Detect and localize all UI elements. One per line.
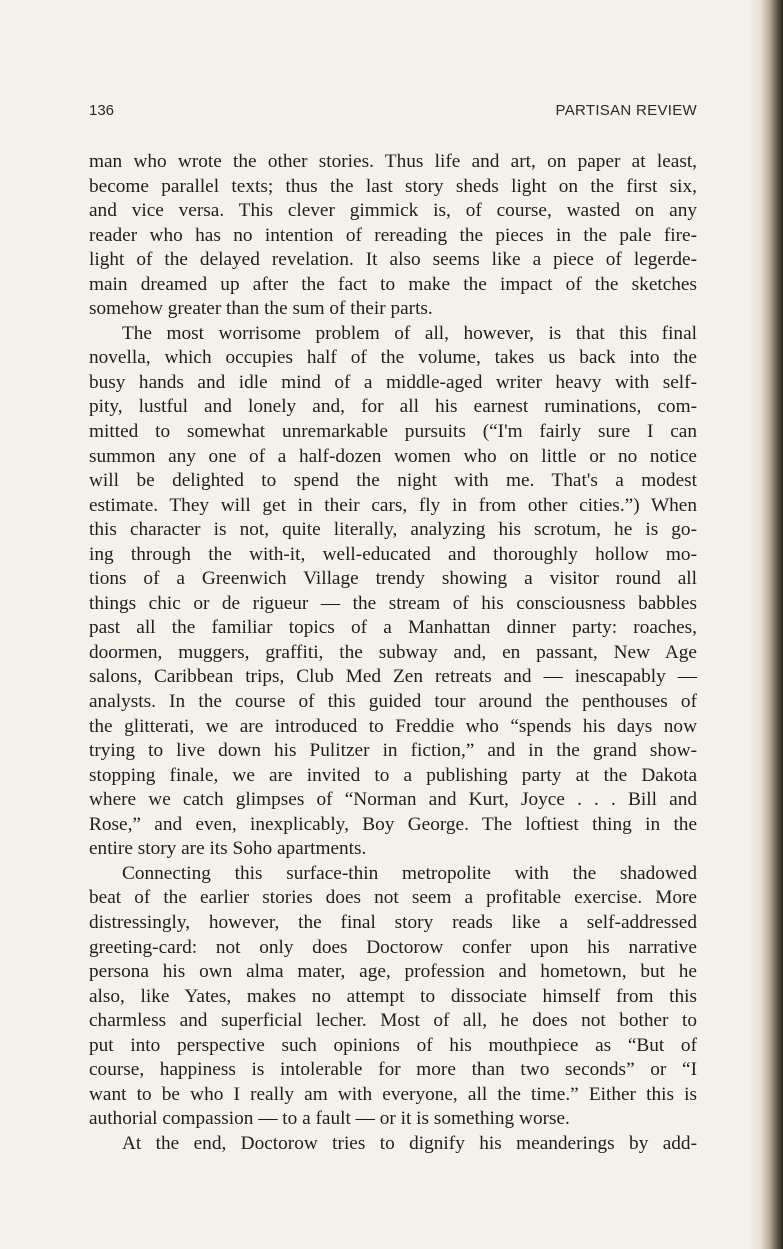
text-line: trying to live down his Pulitzer in fiction,” and in the grand show- [89,740,697,762]
text-line: become parallel texts; thus the last story sheds light on the first six, [89,175,697,197]
text-line: where we catch glimpses of “Norman and Kurt, Joyce . . . Bill and [89,789,697,811]
text-line: mitted to somewhat unremarkable pursuits (“I'm fairly sure I can [89,421,697,443]
text-line: entire story are its Soho apartments. [89,838,367,860]
text-line: novella, which occupies half of the volume, takes us back into the [89,347,697,369]
book-binding-edge [749,0,783,1249]
text-line: want to be who I really am with everyone, all the time.” Either this is [89,1083,697,1105]
text-line: reader who has no intention of rereading the pieces in the pale fire- [89,224,697,246]
text-line: and vice versa. This clever gimmick is, of course, wasted on any [89,200,697,222]
text-line: the glitterati, we are introduced to Freddie who “spends his days now [89,715,697,737]
text-line: this character is not, quite literally, analyzing his scrotum, he is go- [89,519,697,541]
text-line: somehow greater than the sum of their parts. [89,298,433,320]
text-line: man who wrote the other stories. Thus life and art, on paper at least, [89,151,697,172]
text-line: put into perspective such opinions of his mouthpiece as “But of [89,1034,697,1056]
text-line: doormen, muggers, graffiti, the subway and, en passant, New Age [89,641,697,663]
text-line: stopping finale, we are invited to a publishing party at the Dakota [89,764,697,786]
text-line: salons, Caribbean trips, Club Med Zen retreats and — inescapably — [89,666,697,688]
paragraph [89,322,697,862]
text-line: ing through the with-it, well-educated and thoroughly hollow mo- [89,543,697,565]
paragraph [89,150,697,322]
text-line: beat of the earlier stories does not seem a profitable exercise. More [89,887,697,909]
text-line: past all the familiar topics of a Manhattan dinner party: roaches, [89,617,697,639]
running-title: PARTISAN REVIEW [555,102,697,119]
text-line: distressingly, however, the final story reads like a self-addressed [89,911,697,933]
page-header [89,102,697,122]
text-line: tions of a Greenwich Village trendy showing a visitor round all [89,568,697,590]
text-line: main dreamed up after the fact to make the impact of the sketches [89,273,697,295]
paragraph [89,862,697,1132]
text-line: At the end, Doctorow tries to dignify his meanderings by add- [122,1132,697,1154]
text-line: analysts. In the course of this guided tour around the penthouses of [89,691,697,713]
text-line: authorial compassion — to a fault — or it is something worse. [89,1108,570,1130]
text-line: charmless and superficial lecher. Most of all, he does not bother to [89,1010,697,1032]
text-line: light of the delayed revelation. It also seems like a piece of legerde- [89,249,697,271]
text-line: Rose,” and even, inexplicably, Boy George. The loftiest thing in the [89,813,697,835]
text-line: pity, lustful and lonely and, for all his earnest ruminations, com- [89,396,697,418]
body-text [89,150,697,1156]
text-line: also, like Yates, makes no attempt to dissociate himself from this [89,985,697,1007]
page-number: 136 [89,102,115,119]
text-line: things chic or de rigueur — the stream of his consciousness babbles [89,592,697,614]
paragraph [89,1132,697,1157]
text-line: greeting-card: not only does Doctorow confer upon his narrative [89,936,697,958]
text-line: busy hands and idle mind of a middle-aged writer heavy with self- [89,371,697,393]
text-line: The most worrisome problem of all, however, is that this final [122,322,697,344]
text-line: Connecting this surface-thin metropolite with the shadowed [122,862,697,884]
text-line: persona his own alma mater, age, profession and hometown, but he [89,961,697,983]
text-line: will be delighted to spend the night with me. That's a modest [89,470,697,492]
text-line: summon any one of a half-dozen women who on little or no notice [89,445,697,467]
text-line: estimate. They will get in their cars, fly in from other cities.”) When [89,494,697,516]
text-line: course, happiness is intolerable for more than two seconds” or “I [89,1059,697,1081]
